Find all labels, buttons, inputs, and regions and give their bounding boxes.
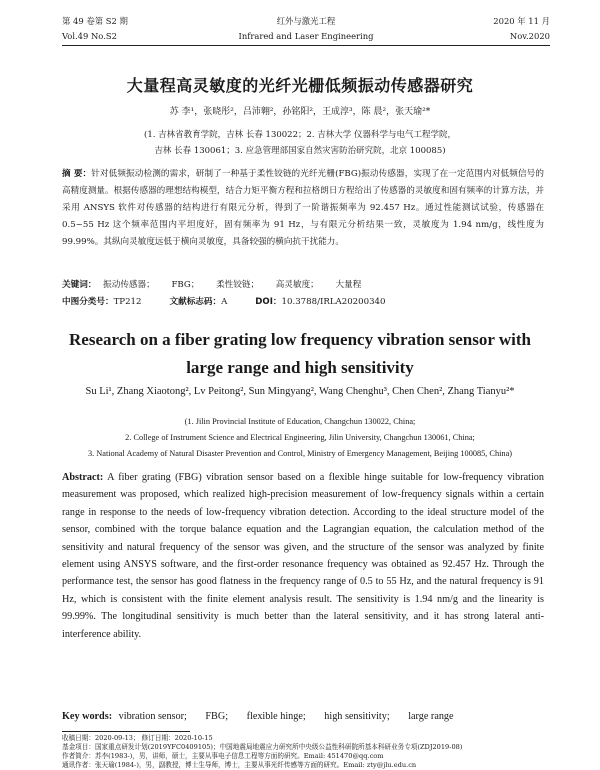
- keyword-en: high sensitivity;: [324, 711, 390, 722]
- running-header-en: [62, 31, 550, 41]
- volume-cn: 第 49 卷第 S2 期: [62, 16, 128, 26]
- keywords-cn-label: 关键词：: [62, 280, 97, 290]
- clc-code: [62, 295, 142, 307]
- keyword-cn: 振动传感器；: [103, 280, 155, 290]
- doi-label: DOI：: [255, 297, 282, 307]
- abstract-cn-text: 针对低频振动检测的需求，研制了一种基于柔性铰链的光纤光栅(FBG)振动传感器，实现了在一定范围内对低频信号的高精度测量。根据传感器的理想结构模型，结合力矩平衡方程和拉格朗日方程给出了传感器的灵敏度和固有频率的计算方法，并采用 ANSYS 软件对传感器的结构进行有限元分析，得到了一阶谐振频率为 92.457 Hz。通过性能测试试验，传感器在 0.5~55 Hz 这个频率范围内平坦度好，固有频率为 91 Hz，与有限元分析结果一致，灵敏度为 1.94 nm/g，线性度为 99.99%。其纵向灵敏度远低于横向灵敏度，具备较强的横向抗干扰能力。: [62, 169, 544, 247]
- affiliation-en-line: (1. Jilin Provincial Institute of Education, Changchun 130022, China;: [184, 417, 416, 426]
- keywords-en: [62, 711, 544, 722]
- keyword-en: large range: [408, 711, 454, 722]
- running-header-cn: [62, 15, 550, 27]
- classification-line: [62, 295, 544, 307]
- header-divider: [62, 45, 550, 46]
- journal-name-cn: 红外与激光工程: [276, 16, 336, 26]
- clc-value: TP212: [113, 297, 142, 307]
- authors-cn: 苏 李¹，张晓彤²，吕沛翱²，孙铭阳²，王成淳³，陈 晨²，张天瑜²*: [169, 107, 431, 117]
- keyword-cn: FBG；: [171, 280, 200, 290]
- authors-en: Su Li¹, Zhang Xiaotong², Lv Peitong², Sun Mingyang², Wang Chenghu³, Chen Chen², Zhang Tianyu²*: [85, 386, 515, 397]
- abstract-en: [62, 469, 544, 643]
- doi-value[interactable]: 10.3788/IRLA20200340: [281, 297, 386, 307]
- volume-en: Vol.49 No.S2: [62, 31, 117, 41]
- keyword-cn: 大量程: [335, 280, 362, 290]
- date-en: Nov.2020: [509, 31, 550, 41]
- abstract-cn: [62, 166, 544, 251]
- affiliation-cn-line: (1. 吉林省教育学院，吉林 长春 130022；2. 吉林大学 仪器科学与电气工程学院，: [144, 130, 456, 140]
- keyword-en: flexible hinge;: [246, 711, 306, 722]
- affiliation-en-line: 3. National Academy of Natural Disaster Prevention and Control, Ministry of Emergency Management, Beijing 100085, China): [87, 449, 513, 458]
- clc-label: 中图分类号：: [62, 297, 114, 307]
- title-cn: 大量程高灵敏度的光纤光栅低频振动传感器研究: [126, 76, 474, 95]
- date-cn: 2020 年 11 月: [493, 16, 550, 26]
- doc-code-value: A: [221, 297, 228, 307]
- footnote-corresponding-author: 通讯作者：张天瑜(1984-)，男，副教授，博士生导师，博士，主要从事光纤传感等方面的研究。Email: zty@jlu.edu.cn: [62, 761, 417, 769]
- doc-code-label: 文献标志码：: [169, 297, 222, 307]
- doi: [255, 295, 385, 307]
- footnote-received: 收稿日期：2020-09-13； 修订日期：2020-10-15: [62, 734, 213, 742]
- abstract-en-text: A fiber grating (FBG) vibration sensor based on a flexible hinge suitable for low-frequency vibration measurement was proposed, which realized high-precision measurement of low-frequency signals within a certain range in response to the needs of low-frequency vibration detection. According to the ideal structure model of the sensor, combined with the torque balance equation and the Lagrangian equation, the calculation method of the sensitivity and natural frequency of the sensor was given, and the structure of the sensor was analyzed by finite element using ANSYS software, and the first-order resonance frequency was obtained as 92.457 Hz. Through the performance test, the sensor has good flatness in the frequency range of 0.5 to 55 Hz, and the natural frequency is 91 Hz, which is consistent with the finite element analysis result. The sensitivity is 1.94 nm/g and the linearity is 99.99%. The longitudinal sensitivity is much better than the lateral sensitivity, and it has strong lateral anti-interference ability.: [62, 472, 544, 640]
- keyword-en: vibration sensor;: [118, 711, 187, 722]
- keyword-cn: 柔性铰链；: [216, 280, 260, 290]
- keyword-en: FBG;: [205, 711, 229, 722]
- keyword-cn: 高灵敏度；: [275, 280, 319, 290]
- footnote-author-bio: 作者简介：苏李(1983-)，男，讲师，硕士，主要从事电子信息工程等方面的研究。Email: 451470@qq.com: [62, 752, 384, 760]
- affiliation-en-line: 2. College of Instrument Science and Electrical Engineering, Jilin University, Changchun 130061, China;: [125, 433, 475, 442]
- abstract-cn-label: 摘 要：: [62, 169, 92, 179]
- keywords-en-label: Key words:: [62, 711, 113, 722]
- affiliation-cn-line: 吉林 长春 130061；3. 应急管理部国家自然灾害防治研究院，北京 100085): [154, 146, 446, 156]
- abstract-en-label: Abstract:: [62, 472, 104, 483]
- footnote-funding: 基金项目：国家重点研发计划(2019YFC0409105)；中国地震局地震应力研究所中央级公益性科研院所基本科研业务专项(ZDJ2019-08): [62, 743, 463, 751]
- journal-name-en: Infrared and Laser Engineering: [238, 31, 374, 41]
- doc-code: [170, 295, 228, 307]
- affiliations-cn: [70, 127, 530, 159]
- footnote-divider: [62, 731, 190, 732]
- keywords-cn: [62, 278, 544, 290]
- title-en: Research on a fiber grating low frequency vibration sensor with large range and high sensitivity: [69, 330, 531, 377]
